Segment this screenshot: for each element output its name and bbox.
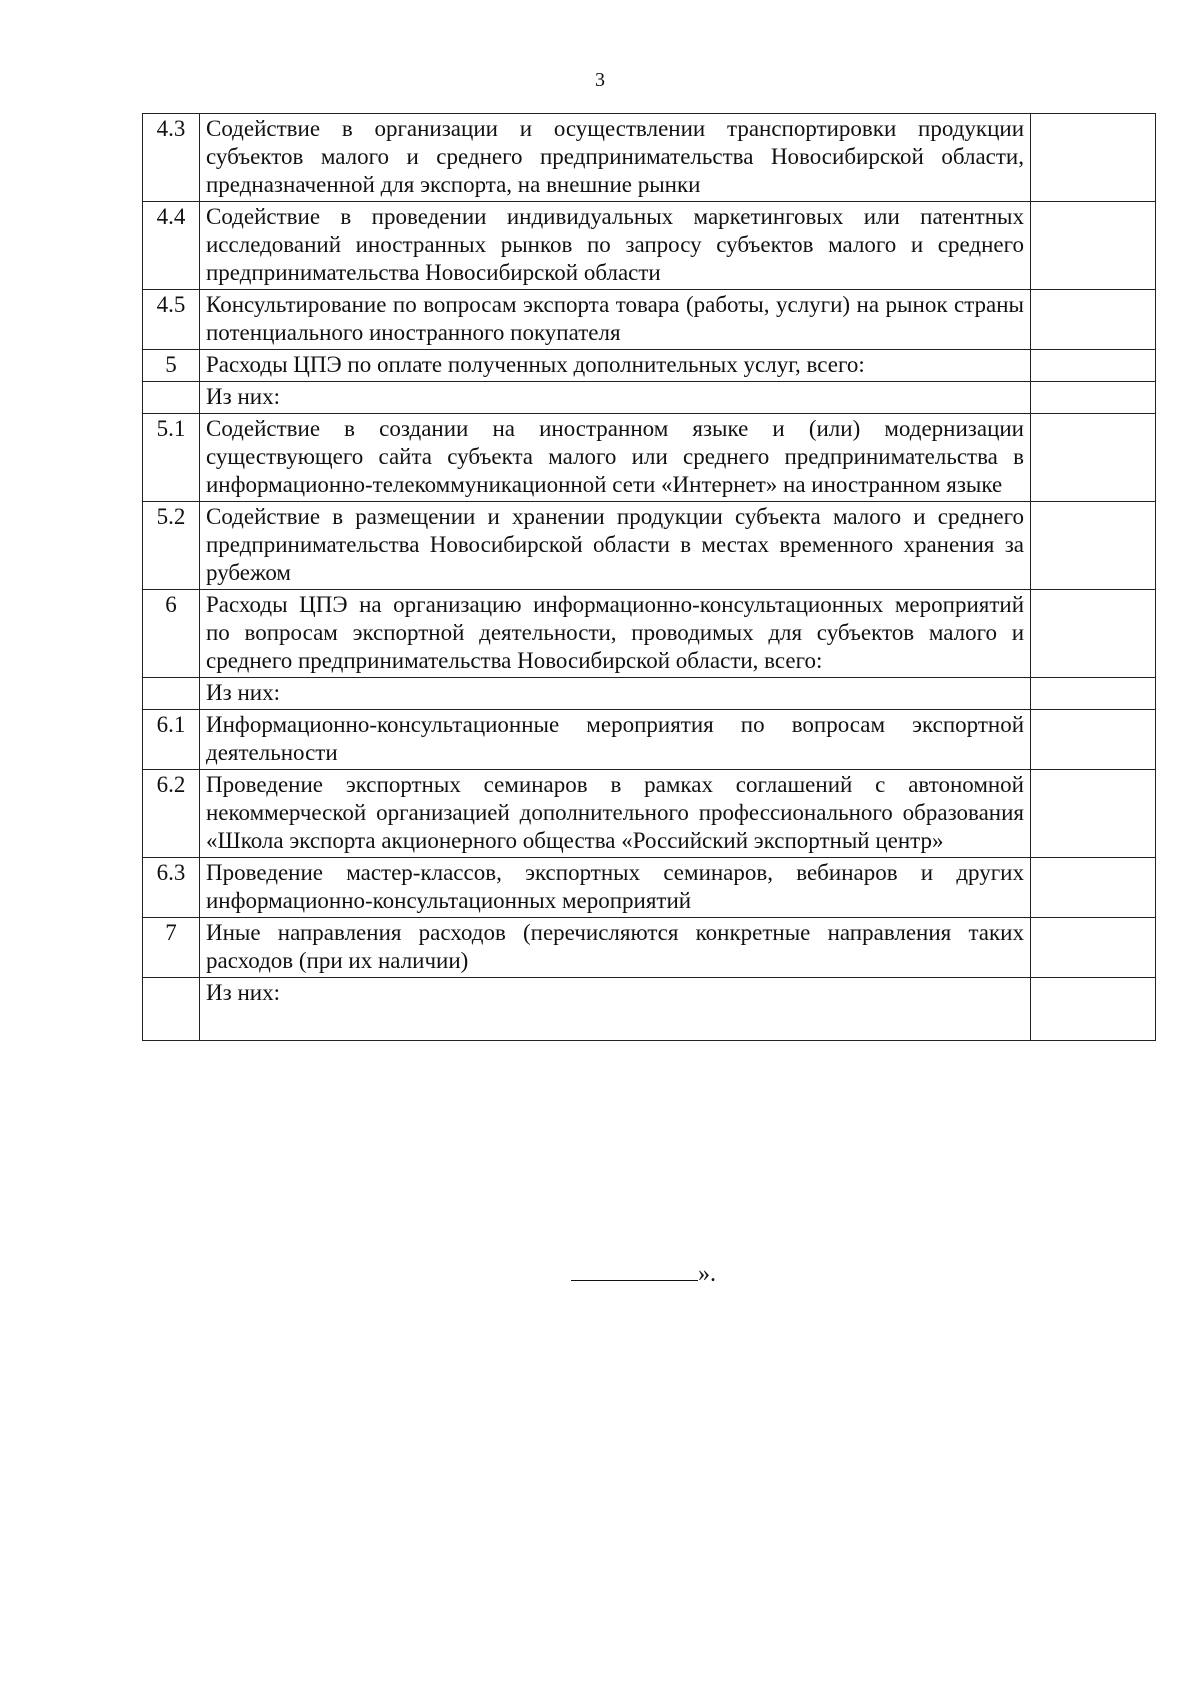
row-description: Расходы ЦПЭ на организацию информационно-консультационных мероприятий по вопросам экспортной деятельности, проводимых для субъектов малого и среднего предпринимательства Новосибирской области, всего: [200, 590, 1031, 678]
table-row [143, 590, 1156, 678]
row-value [1031, 710, 1156, 770]
row-description: Из них: [200, 678, 1031, 710]
row-value [1031, 858, 1156, 918]
blank-underline [571, 1258, 698, 1281]
row-description: Расходы ЦПЭ по оплате полученных дополнительных услуг, всего: [200, 350, 1031, 382]
row-number: 5.2 [143, 502, 200, 590]
row-number: 6.2 [143, 770, 200, 858]
table-row [143, 114, 1156, 202]
row-value [1031, 350, 1156, 382]
table-row [143, 770, 1156, 858]
table-row [143, 290, 1156, 350]
row-number [143, 678, 200, 710]
row-number: 4.4 [143, 202, 200, 290]
row-number: 6 [143, 590, 200, 678]
row-number: 6.3 [143, 858, 200, 918]
row-value [1031, 202, 1156, 290]
row-number: 7 [143, 918, 200, 978]
table-row [143, 918, 1156, 978]
row-description: Консультирование по вопросам экспорта товара (работы, услуги) на рынок страны потенциального иностранного покупателя [200, 290, 1031, 350]
row-value [1031, 678, 1156, 710]
row-number [143, 978, 200, 1041]
row-value [1031, 918, 1156, 978]
row-number: 4.5 [143, 290, 200, 350]
table-row [143, 710, 1156, 770]
row-number: 5.1 [143, 414, 200, 502]
row-value [1031, 978, 1156, 1041]
row-description: Проведение мастер-классов, экспортных семинаров, вебинаров и других информационно-консультационных мероприятий [200, 858, 1031, 918]
row-description: Из них: [200, 382, 1031, 414]
table-row [143, 858, 1156, 918]
row-value [1031, 770, 1156, 858]
table-row [143, 678, 1156, 710]
row-description: Содействие в проведении индивидуальных маркетинговых или патентных исследований иностранных рынков по запросу субъектов малого и среднего предпринимательства Новосибирской области [200, 202, 1031, 290]
table-row [143, 350, 1156, 382]
page-number: 3 [595, 69, 605, 91]
row-description: Содействие в организации и осуществлении транспортировки продукции субъектов малого и среднего предпринимательства Новосибирской области, предназначенной для экспорта, на внешние рынки [200, 114, 1031, 202]
row-value [1031, 590, 1156, 678]
row-description: Иные направления расходов (перечисляются конкретные направления таких расходов (при их наличии) [200, 918, 1031, 978]
closing-signature-line [571, 1258, 716, 1288]
row-value [1031, 382, 1156, 414]
row-value [1031, 414, 1156, 502]
row-number: 6.1 [143, 710, 200, 770]
row-number [143, 382, 200, 414]
row-description: Содействие в размещении и хранении продукции субъекта малого и среднего предпринимательства Новосибирской области в местах временного хранения за рубежом [200, 502, 1031, 590]
table-row [143, 414, 1156, 502]
row-value [1031, 290, 1156, 350]
table-row [143, 978, 1156, 1041]
row-description: Содействие в создании на иностранном языке и (или) модернизации существующего сайта субъекта малого или среднего предпринимательства в информационно-телекоммуникационной сети «Интернет» на иностранном языке [200, 414, 1031, 502]
row-number: 5 [143, 350, 200, 382]
row-description: Информационно-консультационные мероприятия по вопросам экспортной деятельности [200, 710, 1031, 770]
expenses-table [142, 113, 1156, 1041]
row-value [1031, 114, 1156, 202]
table-row [143, 502, 1156, 590]
row-number: 4.3 [143, 114, 200, 202]
row-description: Проведение экспортных семинаров в рамках соглашений с автономной некоммерческой организацией дополнительного профессионального образования «Школа экспорта акционерного общества «Российский экспортный центр» [200, 770, 1031, 858]
table-row [143, 382, 1156, 414]
row-value [1031, 502, 1156, 590]
table-row [143, 202, 1156, 290]
closing-quote: ». [698, 1261, 716, 1287]
row-description: Из них: [200, 978, 1031, 1041]
